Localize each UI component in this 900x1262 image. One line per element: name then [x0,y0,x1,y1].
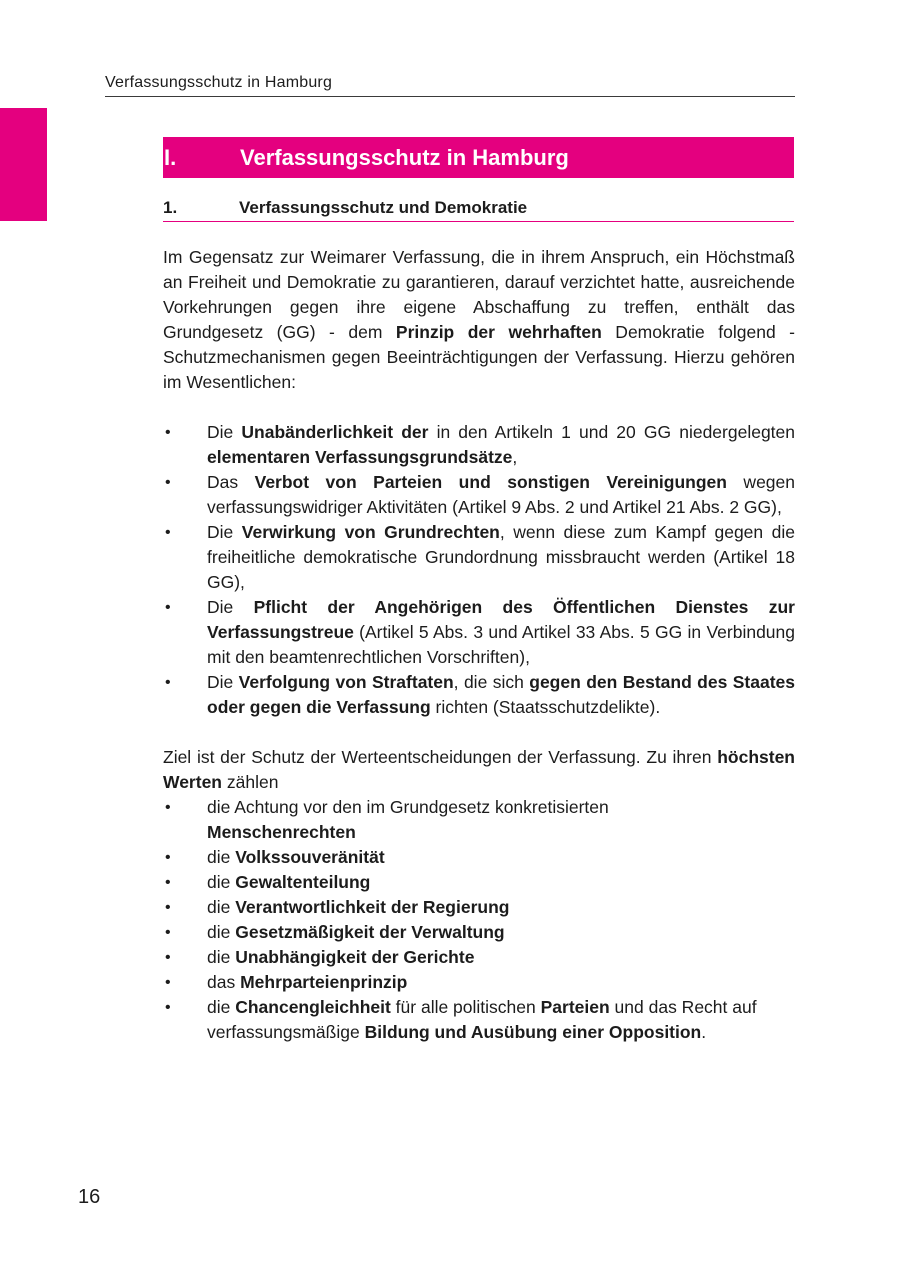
list-item: • die Gesetzmäßigkeit der Verwaltung [163,920,795,945]
chapter-title: Verfassungsschutz in Hamburg [240,144,569,170]
body-content [163,245,795,1045]
list-item: • Das Verbot von Parteien und sonstigen Vereinigungen wegen verfassungswidriger Aktivitäten (Artikel 9 Abs. 2 und Artikel 21 Abs. 2 GG), [165,472,796,517]
bullet-icon: • [165,424,171,441]
bullet-icon: • [165,799,171,816]
safeguards-list [163,420,795,720]
list-item: • die Verantwortlichkeit der Regierung [163,895,795,920]
bullet-icon: • [165,524,171,541]
bullet-icon: • [165,949,171,966]
bullet-icon: • [165,899,171,916]
list-item: • Die Unabänderlichkeit der in den Artikeln 1 und 20 GG niedergelegten elementaren Verfassungsgrundsätze, [165,422,796,467]
bullet-icon: • [165,849,171,866]
bullet-icon: • [165,999,171,1016]
bullet-icon: • [165,674,171,691]
list-item: • die Gewaltenteilung [163,870,795,895]
bullet-icon: • [165,874,171,891]
section-title: Verfassungsschutz und Demokratie [239,198,528,217]
page-number: 16 [78,1186,101,1208]
list-item: • die Achtung vor den im Grundgesetz konkretisierten Menschenrechten [165,797,609,842]
values-intro-paragraph: Ziel ist der Schutz der Werteentscheidungen der Verfassung. Zu ihren höchsten Werten zählen [163,747,795,792]
list-item: • Die Verwirkung von Grundrechten, wenn diese zum Kampf gegen die freiheitliche demokratische Grundordnung missbraucht werden (Artikel 18 GG), [165,522,795,592]
bullet-icon: • [165,599,171,616]
list-item: • Die Verfolgung von Straftaten, die sich gegen den Bestand des Staates oder gegen die Verfassung richten (Staatsschutzdelikte). [165,672,795,717]
bullet-icon: • [165,474,171,491]
running-header: Verfassungsschutz in Hamburg [105,74,795,97]
intro-paragraph: Im Gegensatz zur Weimarer Verfassung, die in ihrem Anspruch, ein Höchstmaß an Freiheit und Demokratie zu garantieren, darauf verzichtet hatte, ausreichende Vorkehrungen gegen ihre eigene Abschaffung zu treffen, enthält das Grundgesetz (GG) - dem Prinzip der wehrhaften Demokratie folgend - Schutzmechanismen gegen Beeinträchtigungen der Verfassung. Hierzu gehören im Wesentlichen: [163,247,795,392]
list-item: • Die Pflicht der Angehörigen des Öffentlichen Dienstes zur Verfassungstreue (Artikel 5 Abs. 3 und Artikel 33 Abs. 5 GG in Verbindung mit den beamtenrechtlichen Vorschriften), [165,597,795,667]
bullet-icon: • [165,924,171,941]
list-item: • die Chancengleichheit für alle politischen Parteien und das Recht auf verfassungsmäßige Bildung und Ausübung einer Opposition. [165,997,757,1042]
list-item: • das Mehrparteienprinzip [163,970,795,995]
values-list [163,795,795,1045]
list-item: • die Volkssouveränität [163,845,795,870]
chapter-side-tab [0,108,47,221]
section-number: 1. [163,198,178,217]
section-heading [163,198,794,222]
list-item: • die Unabhängigkeit der Gerichte [163,945,795,970]
bullet-icon: • [165,974,171,991]
chapter-heading [163,137,794,178]
chapter-number: I. [164,144,177,170]
